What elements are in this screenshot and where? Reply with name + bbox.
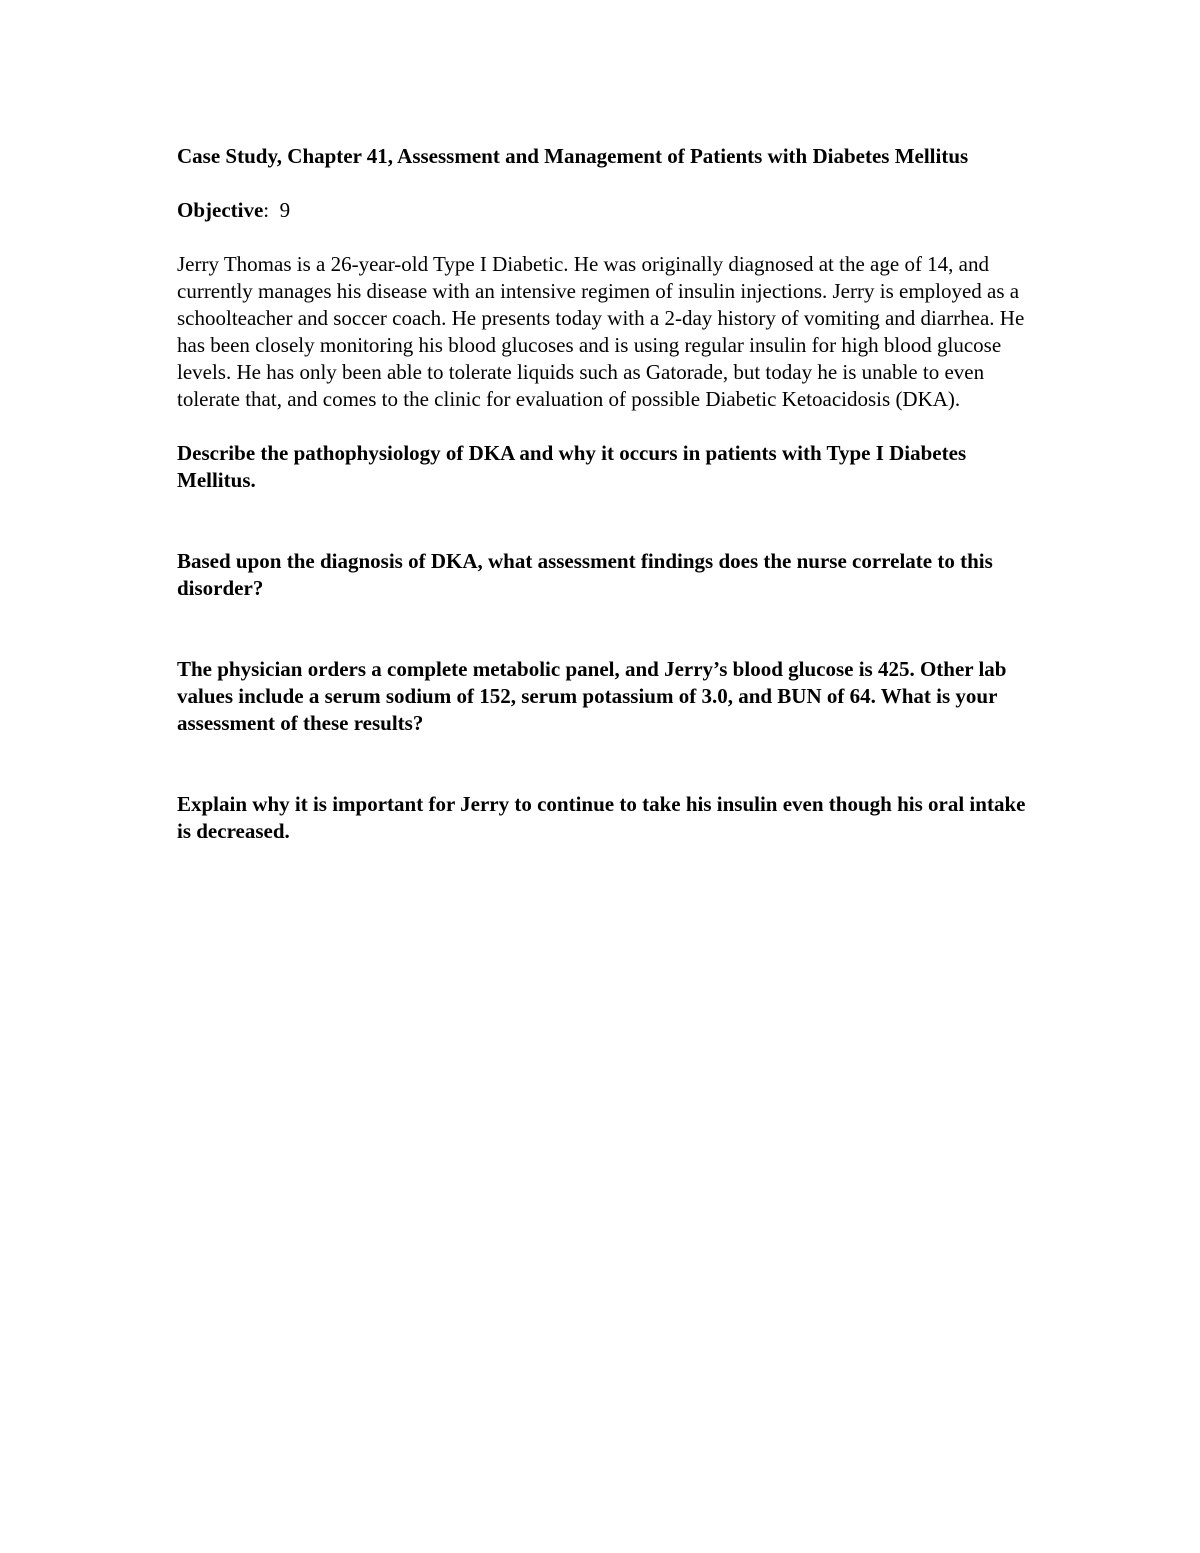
case-narrative: Jerry Thomas is a 26-year-old Type I Diabetic. He was originally diagnosed at the age of 14, and currently manages his disease with an intensive regimen of insulin injections. Jerry is employed as a schoolteacher and soccer coach. He presents today with a 2-day history of vomiting and diarrhea. He has been closely monitoring his blood glucoses and is using regular insulin for high blood glucose levels. He has only been able to tolerate liquids such as Gatorade, but today he is unable to even tolerate that, and comes to the clinic for evaluation of possible Diabetic Ketoacidosis (DKA).: [177, 252, 1025, 411]
question-3: The physician orders a complete metabolic panel, and Jerry’s blood glucose is 425. Other lab values include a serum sodium of 152, serum potassium of 3.0, and BUN of 64. What is your assessment of these results?: [177, 657, 1007, 735]
objective-value: 9: [279, 198, 291, 222]
question-2: Based upon the diagnosis of DKA, what assessment findings does the nurse correlate to this disorder?: [177, 549, 993, 600]
document-body: [177, 143, 1037, 845]
question-4: Explain why it is important for Jerry to continue to take his insulin even though his oral intake is decreased.: [177, 792, 1026, 843]
objective-label: Objective: [177, 198, 264, 222]
objective-line: Objective: 9: [177, 198, 291, 222]
question-1: Describe the pathophysiology of DKA and why it occurs in patients with Type I Diabetes Mellitus.: [177, 441, 967, 492]
document-title: Case Study, Chapter 41, Assessment and Management of Patients with Diabetes Mellitus: [177, 144, 969, 168]
